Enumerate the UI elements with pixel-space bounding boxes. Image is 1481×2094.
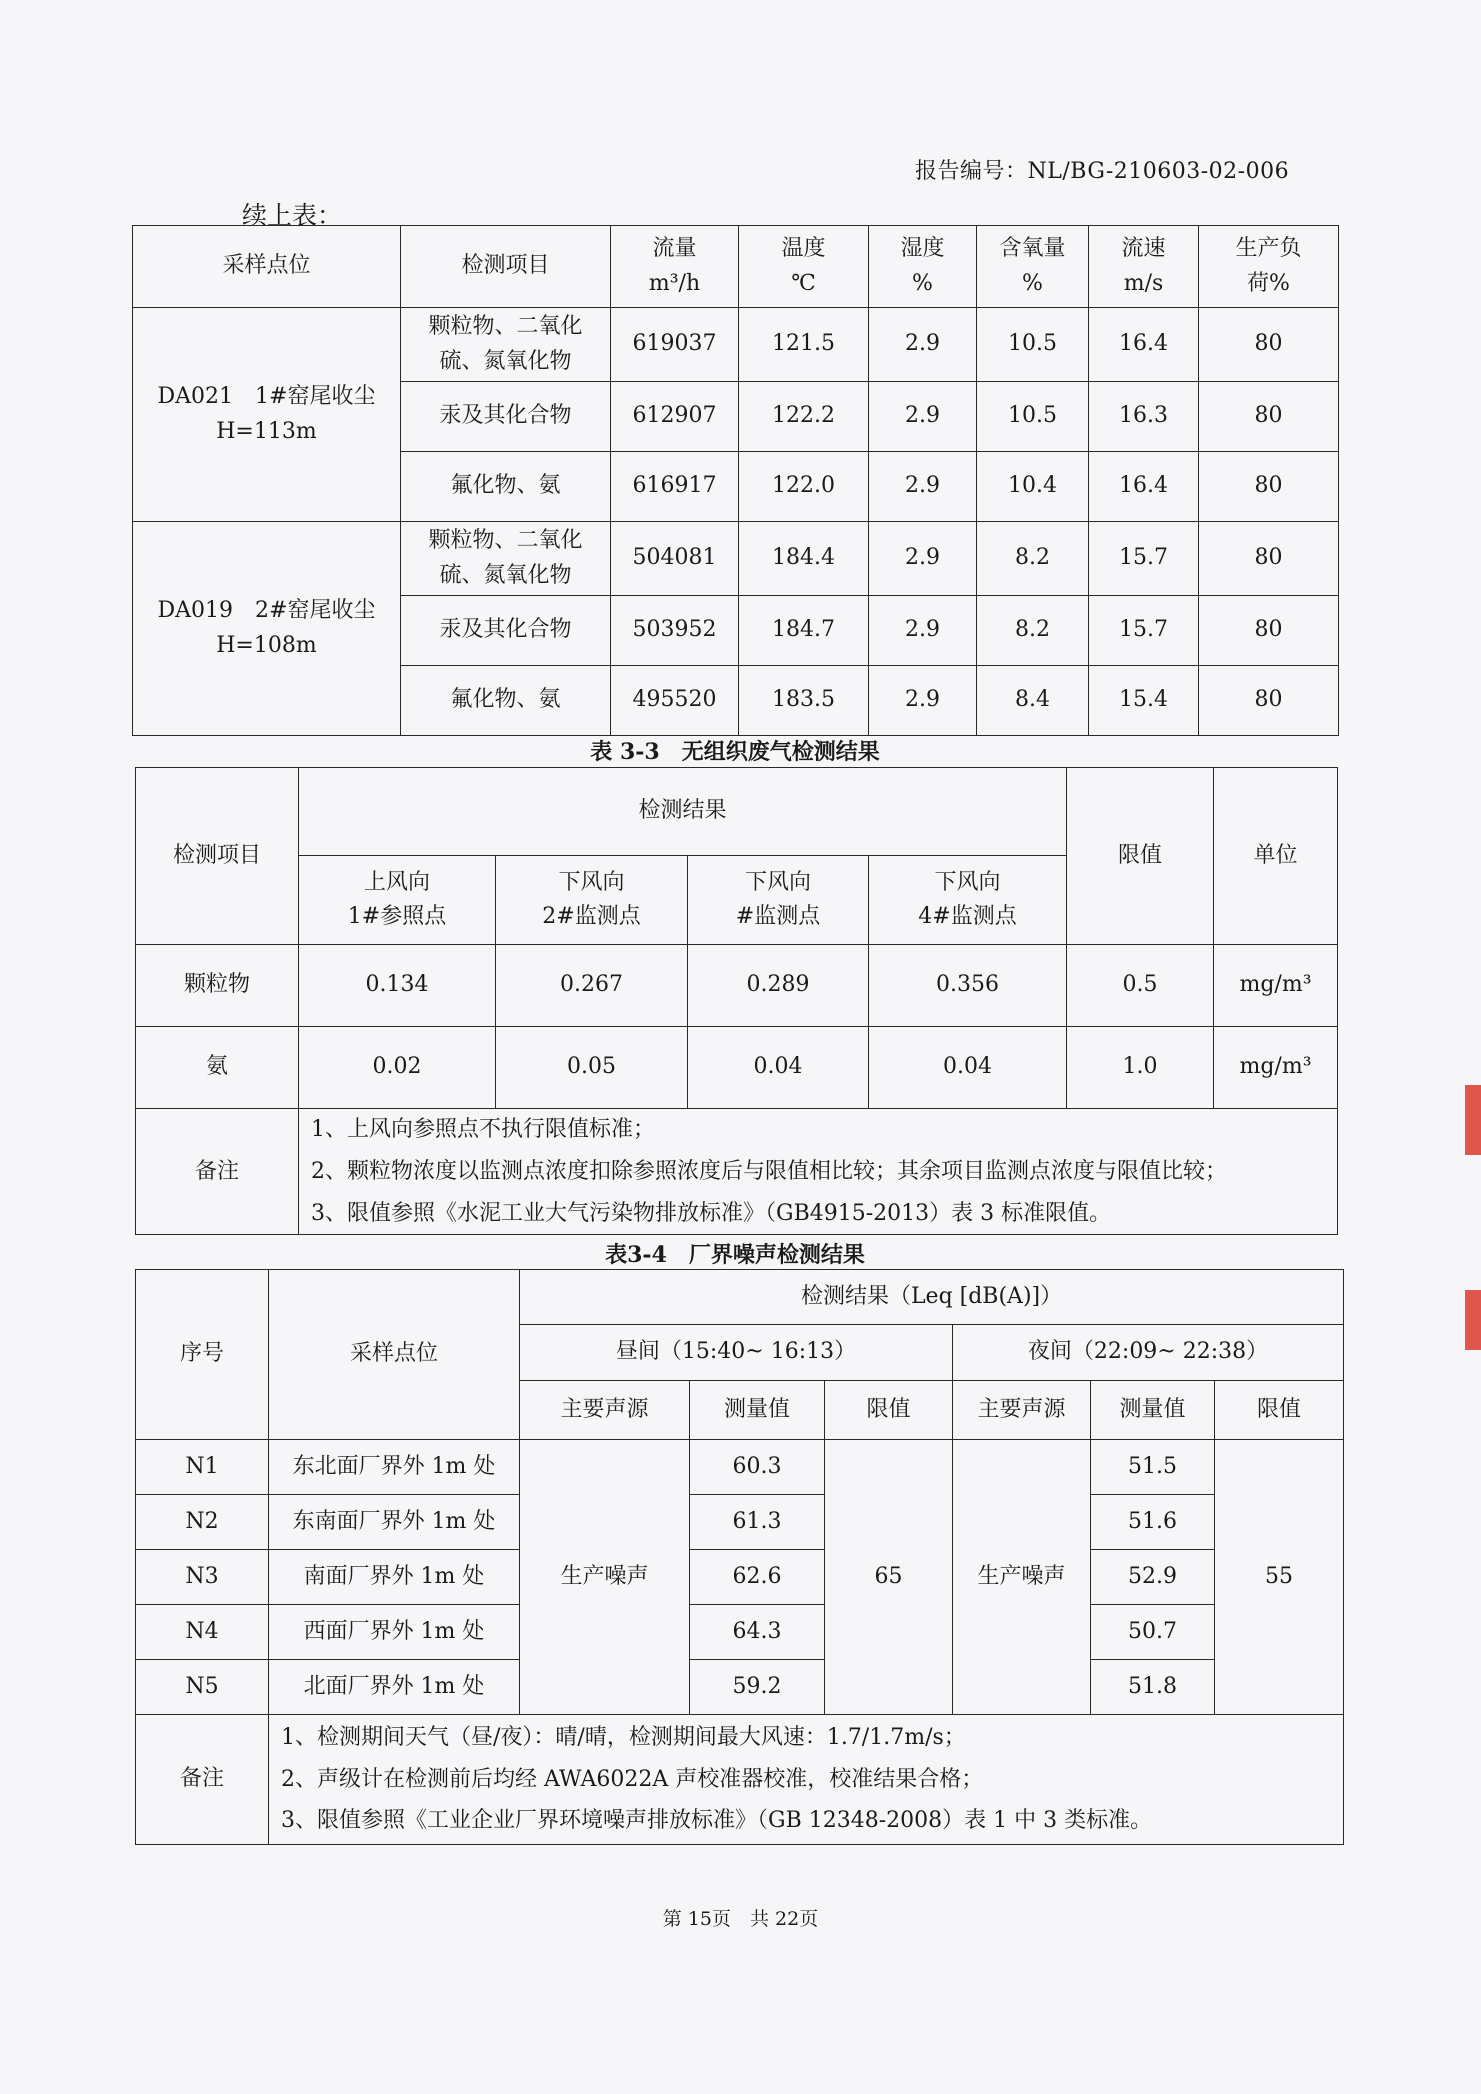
value-cell: 0.04: [688, 1027, 869, 1109]
humidity-cell: 2.9: [869, 382, 977, 452]
load-cell: 80: [1199, 522, 1339, 596]
table-caption-3-3: 表 3-3 无组织废气检测结果: [590, 739, 880, 765]
load-cell: 80: [1199, 308, 1339, 382]
night-source-cell: 生产噪声: [953, 1440, 1091, 1715]
no-cell: N1: [136, 1440, 269, 1495]
table-row: [133, 308, 1339, 382]
velocity-cell: 15.4: [1089, 666, 1199, 736]
point-cell: 西面厂界外 1m 处: [269, 1605, 520, 1660]
table-row: [133, 522, 1339, 596]
flow-cell: 612907: [611, 382, 739, 452]
temp-cell: 122.0: [739, 452, 869, 522]
header-no: 序号: [136, 1270, 269, 1440]
note-line: 2、声级计在检测前后均经 AWA6022A 声校准器校准，校准结果合格；: [281, 1766, 984, 1792]
humidity-cell: 2.9: [869, 522, 977, 596]
limit-cell: 1.0: [1067, 1027, 1214, 1109]
unit-cell: mg/m³: [1214, 945, 1338, 1027]
no-cell: N2: [136, 1495, 269, 1550]
note-line: 1、上风向参照点不执行限值标准；: [311, 1117, 655, 1142]
flow-cell: 619037: [611, 308, 739, 382]
oxygen-cell: 10.5: [977, 308, 1089, 382]
point-cell: 南面厂界外 1m 处: [269, 1550, 520, 1605]
header-sampling-point: 采样点位: [133, 226, 401, 308]
value-cell: 0.356: [869, 945, 1067, 1027]
stack-parameters-table: [132, 225, 1339, 736]
header-load: 生产负 荷%: [1199, 226, 1339, 308]
header-night-source: 主要声源: [953, 1381, 1091, 1440]
table-row: [136, 1605, 1344, 1660]
oxygen-cell: 8.2: [977, 596, 1089, 666]
night-measured-cell: 50.7: [1091, 1605, 1215, 1660]
fugitive-emission-table: [135, 767, 1338, 1235]
header-flow: 流量 m³/h: [611, 226, 739, 308]
notes-row: [136, 1109, 1338, 1235]
header-humidity: 湿度 %: [869, 226, 977, 308]
page-footer: 第 15页 共 22页: [662, 1908, 819, 1930]
sampling-point-cell: DA019 2#窑尾收尘 H=108m: [133, 522, 401, 736]
velocity-cell: 16.3: [1089, 382, 1199, 452]
unit-cell: mg/m³: [1214, 1027, 1338, 1109]
item-cell: 汞及其化合物: [401, 596, 611, 666]
point-cell: 东北面厂界外 1m 处: [269, 1440, 520, 1495]
no-cell: N5: [136, 1660, 269, 1715]
temp-cell: 184.4: [739, 522, 869, 596]
header-result: 检测结果（Leq [dB(A)]）: [520, 1270, 1344, 1325]
load-cell: 80: [1199, 382, 1339, 452]
day-measured-cell: 61.3: [690, 1495, 825, 1550]
no-cell: N3: [136, 1550, 269, 1605]
table-row: [136, 1495, 1344, 1550]
header-point-3: 下风向 #监测点: [688, 856, 869, 945]
day-measured-cell: 64.3: [690, 1605, 825, 1660]
header-night-measured: 测量值: [1091, 1381, 1215, 1440]
night-measured-cell: 51.5: [1091, 1440, 1215, 1495]
notes-label: 备注: [136, 1109, 299, 1235]
notes-cell: [299, 1109, 1338, 1235]
flow-cell: 616917: [611, 452, 739, 522]
table-row: [136, 1027, 1338, 1109]
velocity-cell: 16.4: [1089, 452, 1199, 522]
value-cell: 0.134: [299, 945, 496, 1027]
note-line: 2、颗粒物浓度以监测点浓度扣除参照浓度后与限值相比较；其余项目监测点浓度与限值比较；: [311, 1158, 1228, 1184]
header-point-4: 下风向 4#监测点: [869, 856, 1067, 945]
day-measured-cell: 60.3: [690, 1440, 825, 1495]
oxygen-cell: 10.4: [977, 452, 1089, 522]
header-unit: 单位: [1214, 768, 1338, 945]
night-measured-cell: 51.8: [1091, 1660, 1215, 1715]
item-cell: 氟化物、氨: [401, 666, 611, 736]
note-line: 3、限值参照《工业企业厂界环境噪声排放标准》（GB 12348-2008）表 1 中 3 类标准。: [281, 1808, 1153, 1834]
humidity-cell: 2.9: [869, 666, 977, 736]
load-cell: 80: [1199, 596, 1339, 666]
point-cell: 东南面厂界外 1m 处: [269, 1495, 520, 1550]
velocity-cell: 16.4: [1089, 308, 1199, 382]
header-point-2: 下风向 2#监测点: [496, 856, 688, 945]
night-limit-cell: 55: [1215, 1440, 1344, 1715]
header-item: 检测项目: [401, 226, 611, 308]
table-row: [136, 1550, 1344, 1605]
notes-cell: [269, 1715, 1344, 1845]
point-cell: 北面厂界外 1m 处: [269, 1660, 520, 1715]
item-cell: 颗粒物: [136, 945, 299, 1027]
night-measured-cell: 51.6: [1091, 1495, 1215, 1550]
report-number: 报告编号：NL/BG-210603-02-006: [915, 159, 1290, 184]
notes-label: 备注: [136, 1715, 269, 1845]
header-limit: 限值: [1067, 768, 1214, 945]
temp-cell: 122.2: [739, 382, 869, 452]
value-cell: 0.05: [496, 1027, 688, 1109]
flow-cell: 504081: [611, 522, 739, 596]
item-cell: 颗粒物、二氧化硫、氮氧化物: [401, 522, 611, 596]
header-day-limit: 限值: [825, 1381, 953, 1440]
table-row: [136, 945, 1338, 1027]
notes-row: [136, 1715, 1344, 1845]
oxygen-cell: 10.5: [977, 382, 1089, 452]
flow-cell: 503952: [611, 596, 739, 666]
humidity-cell: 2.9: [869, 596, 977, 666]
load-cell: 80: [1199, 452, 1339, 522]
header-day: 昼间（15:40~ 16:13）: [520, 1325, 953, 1381]
item-cell: 氨: [136, 1027, 299, 1109]
header-point: 采样点位: [269, 1270, 520, 1440]
day-measured-cell: 59.2: [690, 1660, 825, 1715]
velocity-cell: 15.7: [1089, 596, 1199, 666]
header-point-1: 上风向 1#参照点: [299, 856, 496, 945]
table-row: [136, 1440, 1344, 1495]
value-cell: 0.267: [496, 945, 688, 1027]
humidity-cell: 2.9: [869, 452, 977, 522]
temp-cell: 121.5: [739, 308, 869, 382]
header-velocity: 流速 m/s: [1089, 226, 1199, 308]
item-cell: 颗粒物、二氧化硫、氮氧化物: [401, 308, 611, 382]
header-day-measured: 测量值: [690, 1381, 825, 1440]
day-source-cell: 生产噪声: [520, 1440, 690, 1715]
item-cell: 氟化物、氨: [401, 452, 611, 522]
seal-fragment: [1465, 1290, 1481, 1350]
flow-cell: 495520: [611, 666, 739, 736]
note-line: 1、检测期间天气（昼/夜）：晴/晴，检测期间最大风速：1.7/1.7m/s；: [281, 1724, 966, 1750]
boundary-noise-table: [135, 1269, 1344, 1845]
header-oxygen: 含氧量 %: [977, 226, 1089, 308]
note-line: 3、限值参照《水泥工业大气污染物排放标准》（GB4915-2013）表 3 标准限值。: [311, 1200, 1112, 1226]
oxygen-cell: 8.2: [977, 522, 1089, 596]
table-caption-3-4: 表3-4 厂界噪声检测结果: [605, 1242, 865, 1268]
day-limit-cell: 65: [825, 1440, 953, 1715]
velocity-cell: 15.7: [1089, 522, 1199, 596]
value-cell: 0.04: [869, 1027, 1067, 1109]
load-cell: 80: [1199, 666, 1339, 736]
no-cell: N4: [136, 1605, 269, 1660]
humidity-cell: 2.9: [869, 308, 977, 382]
temp-cell: 184.7: [739, 596, 869, 666]
header-day-source: 主要声源: [520, 1381, 690, 1440]
day-measured-cell: 62.6: [690, 1550, 825, 1605]
value-cell: 0.289: [688, 945, 869, 1027]
sampling-point-cell: DA021 1#窑尾收尘 H=113m: [133, 308, 401, 522]
header-night-limit: 限值: [1215, 1381, 1344, 1440]
night-measured-cell: 52.9: [1091, 1550, 1215, 1605]
item-cell: 汞及其化合物: [401, 382, 611, 452]
table-row: [136, 1660, 1344, 1715]
header-item: 检测项目: [136, 768, 299, 945]
header-temp: 温度 ℃: [739, 226, 869, 308]
seal-fragment: [1465, 1085, 1481, 1155]
header-night: 夜间（22:09~ 22:38）: [953, 1325, 1344, 1381]
continued-table-label: 续上表：: [242, 201, 343, 230]
header-result: 检测结果: [299, 768, 1067, 856]
oxygen-cell: 8.4: [977, 666, 1089, 736]
limit-cell: 0.5: [1067, 945, 1214, 1027]
value-cell: 0.02: [299, 1027, 496, 1109]
temp-cell: 183.5: [739, 666, 869, 736]
